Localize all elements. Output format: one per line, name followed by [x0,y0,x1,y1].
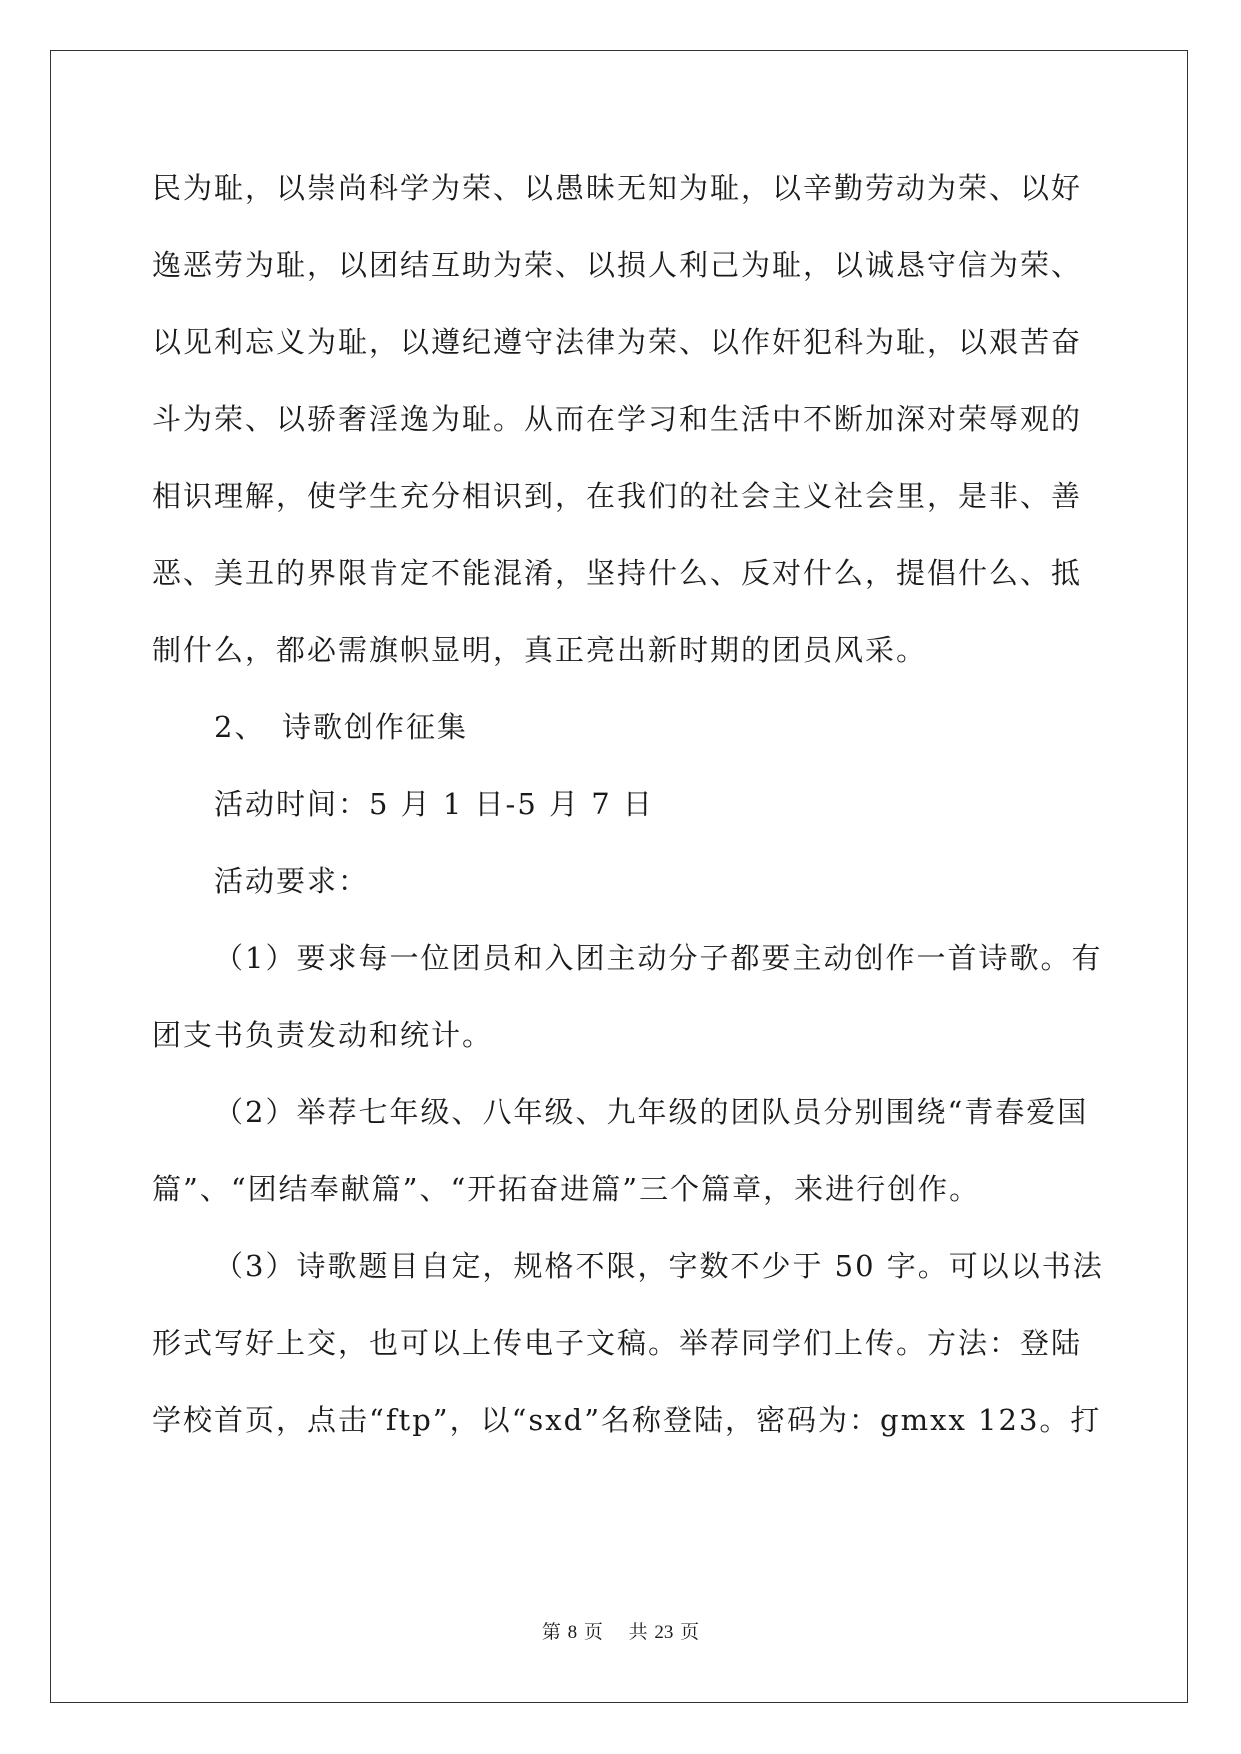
text-line: 斗为荣、以骄奢淫逸为耻。从而在学习和生活中不断加深对荣辱观的 [152,402,1083,436]
text-line: 相识理解，使学生充分相识到，在我们的社会主义社会里，是非、善 [152,479,1083,513]
text-line: 制什么，都必需旗帜显明，真正亮出新时期的团员风采。 [152,633,928,667]
activity-requirements-label: 活动要求： [214,864,370,898]
requirement-3: （3）诗歌题目自定，规格不限，字数不少于 50 字。可以以书法 [214,1249,1104,1283]
document-body [152,150,1104,1459]
text-line: 民为耻，以崇尚科学为荣、以愚昧无知为耻，以辛勤劳动为荣、以好 [152,171,1083,205]
text-line: 恶、美丑的界限肯定不能混淆，坚持什么、反对什么，提倡什么、抵 [152,556,1083,590]
activity-time: 活动时间：5 月 1 日-5 月 7 日 [214,787,654,821]
text-line: 学校首页，点击“ftp”，以“sxd”名称登陆，密码为：gmxx 123。打 [152,1403,1102,1437]
page-number-footer [0,1617,1241,1644]
page-number-text: 第 8 页 共 23 页 [541,1622,700,1643]
section-heading: 2、 诗歌创作征集 [214,710,468,744]
requirement-1: （1）要求每一位团员和入团主动分子都要主动创作一首诗歌。有 [214,941,1103,975]
text-line: 逸恶劳为耻，以团结互助为荣、以损人利己为耻，以诚恳守信为荣、 [152,248,1083,282]
requirement-2: （2）举荐七年级、八年级、九年级的团队员分别围绕“青春爱国 [214,1095,1089,1129]
text-line: 团支书负责发动和统计。 [152,1018,494,1052]
text-line: 以见利忘义为耻，以遵纪遵守法律为荣、以作奸犯科为耻，以艰苦奋 [152,325,1083,359]
text-line: 形式写好上交，也可以上传电子文稿。举荐同学们上传。方法：登陆 [152,1326,1083,1360]
text-line: 篇”、“团结奉献篇”、“开拓奋进篇”三个篇章，来进行创作。 [152,1172,981,1206]
